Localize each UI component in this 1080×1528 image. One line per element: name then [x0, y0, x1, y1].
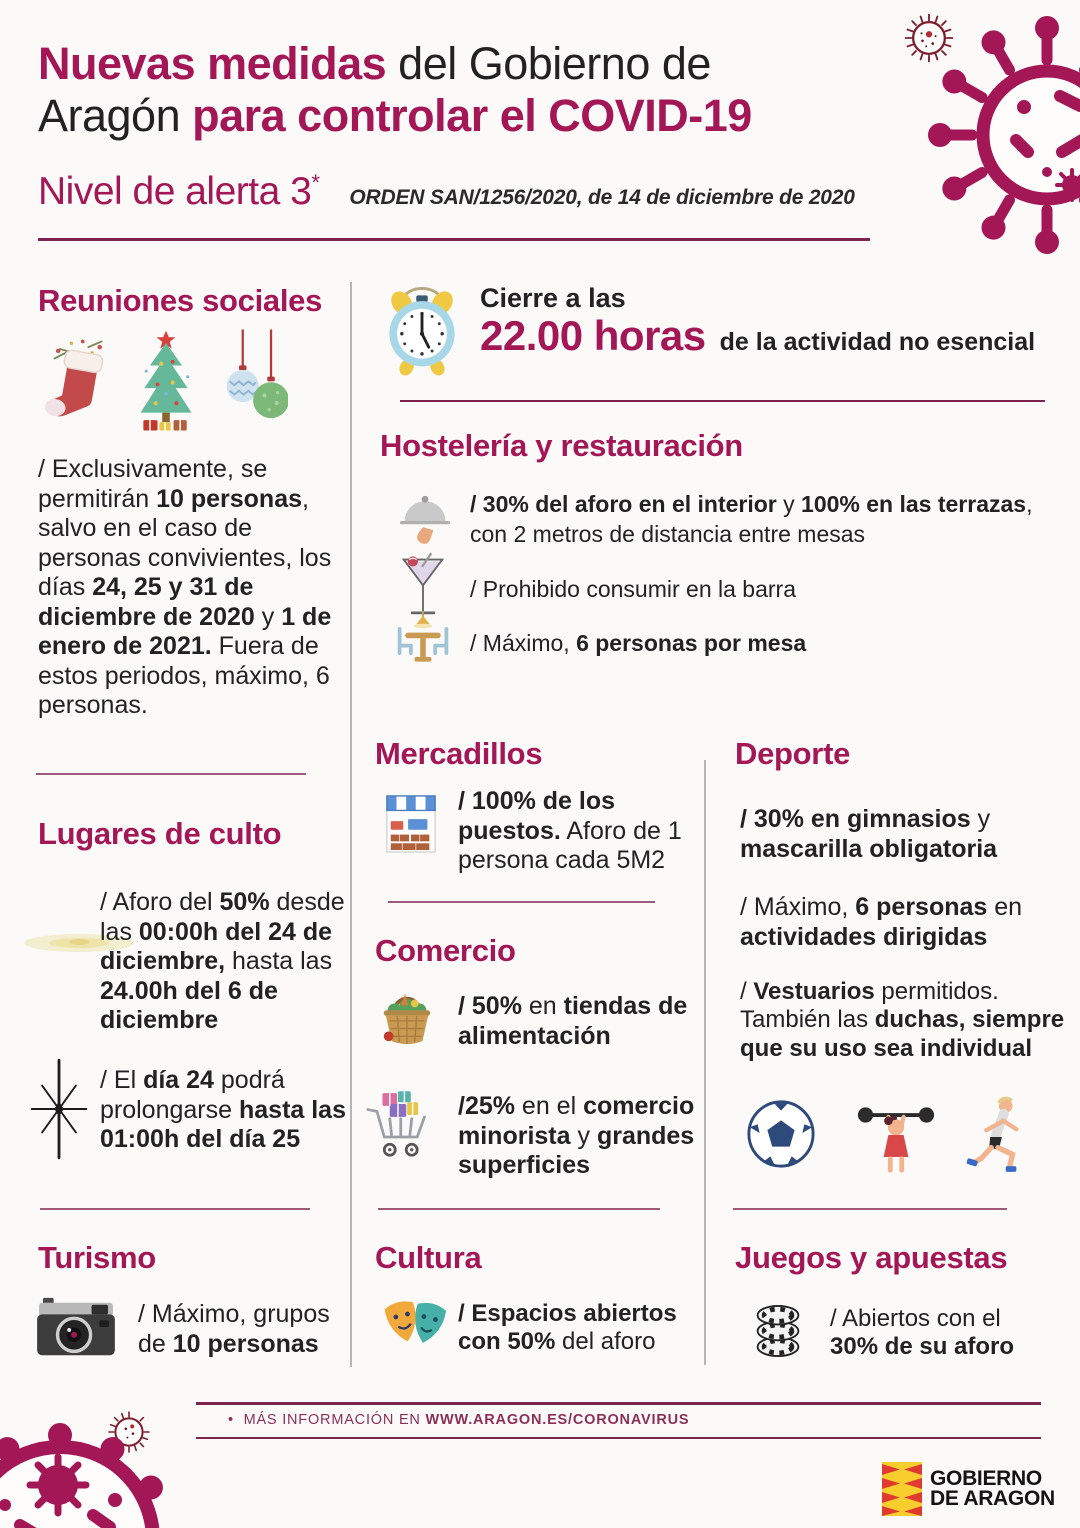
divider-closure — [400, 400, 1045, 402]
footer-info-url[interactable]: WWW.ARAGON.ES/CORONAVIRUS — [425, 1412, 690, 1428]
juegos-item-1: / Abiertos con el 30% de su aforo — [830, 1305, 1015, 1361]
comercio-item-1: / 50% en tiendas de alimentación — [458, 992, 688, 1050]
order-reference: ORDEN SAN/1256/2020, de 14 de diciembre de 2020 — [349, 186, 855, 209]
aragon-flag-icon — [882, 1462, 922, 1516]
runner-icon — [962, 1094, 1030, 1176]
hosteleria-item-1: / 30% del aforo en el interior y 100% en las terrazas, con 2 metros de distancia entre mesas — [470, 491, 1033, 547]
hosteleria-item-3: / Máximo, 6 personas por mesa — [470, 630, 807, 656]
theater-masks-icon — [383, 1294, 449, 1356]
culto-item-1: / Aforo del 50% desde las 00:00h del 24 de diciembre, hasta las 24.00h del 6 de diciembre — [100, 888, 345, 1034]
basket-icon — [378, 986, 436, 1048]
page-title: Nuevas medidas del Gobierno de Aragón para controlar el COVID-19 — [38, 38, 752, 142]
soccer-ball-icon — [745, 1098, 817, 1170]
section-title-reuniones: Reuniones sociales — [38, 283, 323, 318]
section-title-cultura: Cultura — [375, 1240, 482, 1275]
poker-chips-icon — [752, 1302, 804, 1360]
cultura-item-1: / Espacios abiertos con 50% del aforo — [458, 1300, 677, 1356]
header-rule — [38, 238, 870, 241]
baubles-icon — [222, 328, 288, 430]
culto-item-2: / El día 24 podrá prolongarse hasta las 01:00h del día 25 — [100, 1066, 346, 1153]
reuniones-body: / Exclusivamente, se permitirán 10 personas, salvo en el caso de personas convivientes, los días 24, 25 y 31 de diciembre de 2020 y 1 de enero de 2021. Fuera de estos periodos, máximo, 6 personas. — [38, 455, 332, 719]
divider-vertical-left — [350, 282, 352, 1367]
virus-large-bottom-left-icon — [0, 1405, 195, 1528]
aragon-logo-text: GOBIERNO DE ARAGON — [930, 1467, 1055, 1510]
market-stall-icon — [383, 790, 439, 856]
closure-suffix: de la actividad no esencial — [719, 328, 1036, 356]
divider-mercadillos-comercio — [388, 901, 655, 903]
closure-time: 22.00 horas — [480, 312, 706, 359]
alert-row — [38, 170, 855, 214]
section-title-juegos: Juegos y apuestas — [735, 1240, 1008, 1275]
footer-rule-bottom — [196, 1437, 1041, 1439]
virus-large-top-right-icon — [912, 0, 1080, 270]
deporte-item-1: / 30% en gimnasios y mascarilla obligatoria — [740, 805, 998, 863]
aragon-logo — [882, 1462, 1055, 1516]
closure-row — [480, 312, 1035, 360]
turismo-item-1: / Máximo, grupos de 10 personas — [138, 1300, 330, 1358]
stocking-icon — [45, 330, 111, 434]
hosteleria-item-2: / Prohibido consumir en la barra — [470, 576, 796, 602]
section-title-mercadillos: Mercadillos — [375, 736, 543, 771]
comercio-item-2: /25% en el comercio minorista y grandes superficies — [458, 1092, 695, 1179]
deporte-item-2: / Máximo, 6 personas en actividades dirigidas — [740, 893, 1023, 951]
section-title-culto: Lugares de culto — [38, 816, 282, 851]
footer-info — [228, 1412, 689, 1428]
alert-level: Nivel de alerta 3* — [38, 170, 320, 213]
divider-comercio-cultura — [378, 1208, 660, 1210]
cloche-icon — [397, 486, 453, 548]
divider-deporte-juegos — [733, 1208, 1007, 1210]
mercadillos-item-1: / 100% de los puestos. Aforo de 1 persona cada 5M2 — [458, 787, 682, 874]
christmas-tree-icon — [133, 326, 199, 438]
closure-line1: Cierre a las — [480, 283, 626, 313]
footer-rule-top — [196, 1402, 1041, 1405]
divider-reuniones-culto — [36, 773, 306, 775]
sparkle-star-icon — [28, 1055, 90, 1163]
alert-asterisk: * — [311, 170, 320, 195]
section-title-comercio: Comercio — [375, 933, 516, 968]
camera-icon — [33, 1295, 119, 1363]
shopping-cart-icon — [366, 1086, 430, 1166]
section-title-turismo: Turismo — [38, 1240, 156, 1275]
deporte-item-3: / Vestuarios permitidos. También las duchas, siempre que su uso sea individual — [740, 978, 1065, 1062]
alarm-clock-icon — [374, 276, 470, 378]
footer-info-prefix: MÁS INFORMACIÓN EN — [243, 1412, 426, 1428]
footer-bullet: • — [228, 1412, 234, 1428]
section-title-hosteleria: Hostelería y restauración — [380, 428, 743, 463]
section-title-deporte: Deporte — [735, 736, 851, 771]
table-chairs-icon — [392, 612, 454, 670]
weightlifter-icon — [852, 1096, 940, 1176]
